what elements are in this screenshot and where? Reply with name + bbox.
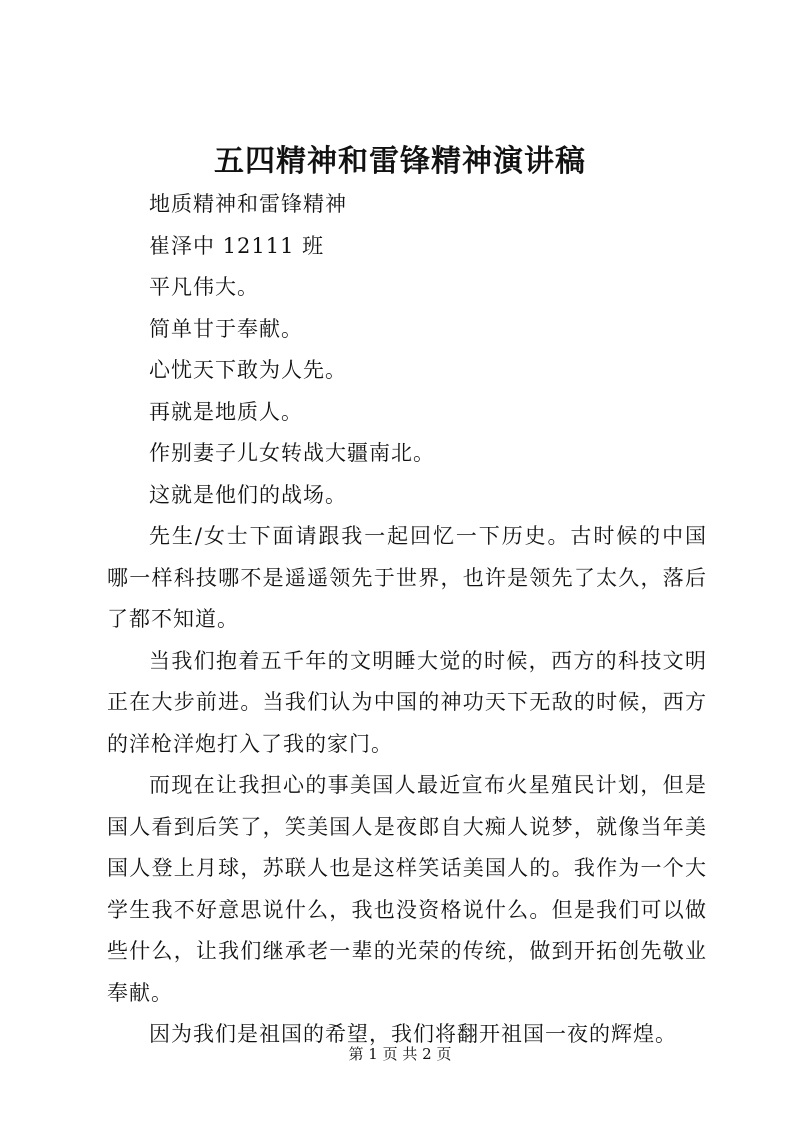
paragraph: 当我们抱着五千年的文明睡大觉的时候，西方的科技文明正在大步前进。当我们认为中国的神功天下无敌的时候，西方的洋枪洋炮打入了我的家门。 (107, 648, 707, 756)
paragraph: 心忧天下敢为人先。 (149, 358, 347, 382)
paragraph: 先生/女士下面请跟我一起回忆一下历史。古时候的中国哪一样科技哪不是遥遥领先于世界，也许是领先了太久，落后了都不知道。 (107, 524, 707, 631)
paragraph: 简单甘于奉献。 (149, 316, 303, 341)
paragraph: 而现在让我担心的事美国人最近宣布火星殖民计划，但是国人看到后笑了，笑美国人是夜郎自大痴人说梦，就像当年美国人登上月球，苏联人也是这样笑话美国人的。我作为一个大学生我不好意思说什么，我也没资格说什么。但是我们可以做些什么，让我们继承老一辈的光荣的传统，做到开拓创先敬业奉献。 (107, 773, 707, 1005)
paragraph: 崔泽中 12111 班 (149, 233, 325, 258)
document-body (107, 184, 707, 1056)
paragraph: 这就是他们的战场。 (149, 482, 347, 507)
page-footer: 第 1 页 共 2 页 (348, 1045, 452, 1063)
paragraph: 作别妻子儿女转战大疆南北。 (149, 441, 435, 465)
paragraph: 地质精神和雷锋精神 (149, 192, 347, 216)
document-title: 五四精神和雷锋精神演讲稿 (214, 144, 586, 179)
paragraph: 再就是地质人。 (149, 399, 303, 424)
paragraph: 因为我们是祖国的希望，我们将翻开祖国一夜的辉煌。 (149, 1022, 677, 1046)
paragraph: 平凡伟大。 (149, 275, 259, 299)
